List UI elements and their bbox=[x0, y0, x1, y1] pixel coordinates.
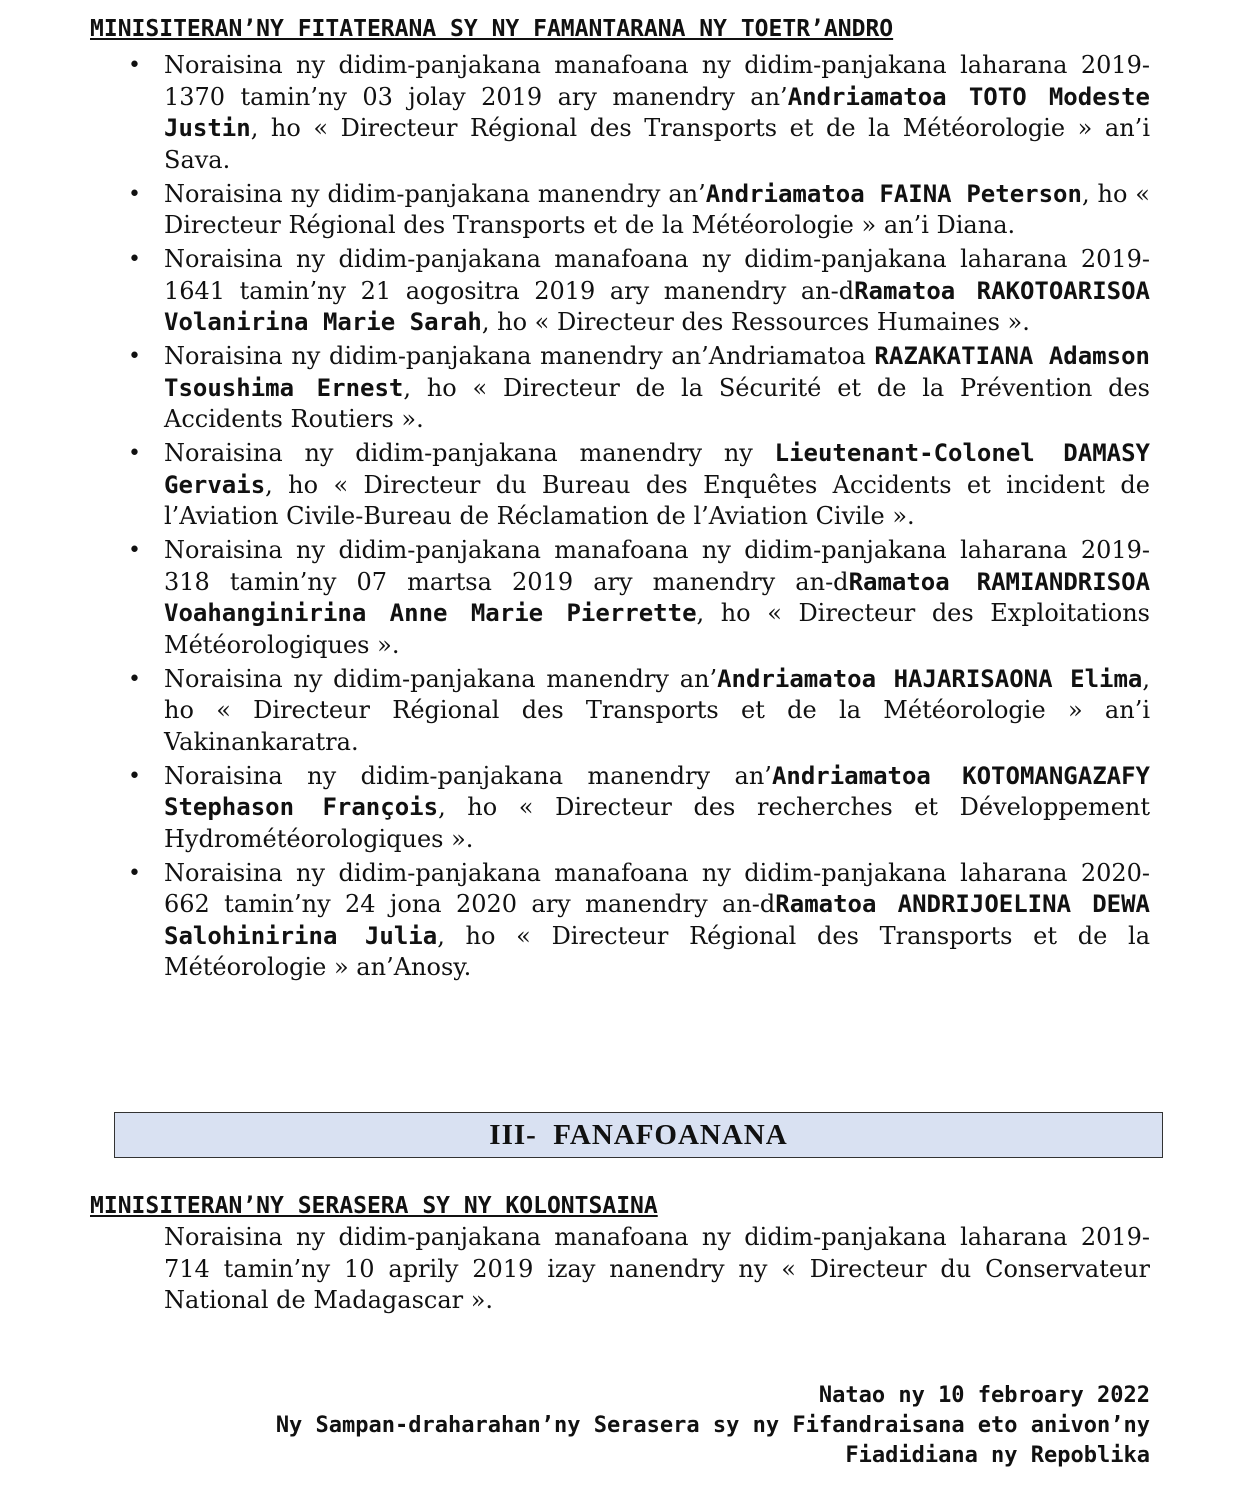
item-name: Andriamatoa TOTO Modeste Justin bbox=[164, 82, 1150, 142]
appointment-list bbox=[120, 50, 1150, 986]
list-item bbox=[120, 50, 1150, 176]
item-name: Ramatoa ANDRIJOELINA DEWA Salohinirina Julia bbox=[164, 890, 1150, 950]
item-role: , ho « Directeur du Bureau des Enquêtes Accidents et incident de l’Aviation Civile-Bureau de Réclamation de l’Aviation Civile ». bbox=[164, 470, 1150, 530]
section-title-box bbox=[114, 1112, 1163, 1158]
item-text: Noraisina ny didim-panjakana manafoana ny didim-panjakana laharana 2019-1641 tamin’ny 21 aogositra 2019 ary manendry an-d bbox=[164, 245, 1150, 305]
signature-line-1: Ny Sampan-draharahan’ny Serasera sy ny Fifandraisana eto anivon’ny bbox=[275, 1413, 1150, 1438]
item-role: , ho « Directeur Régional des Transports et de la Météorologie » an’i Sava. bbox=[164, 114, 1150, 174]
ministry-heading-transport: MINISITERAN’NY FITATERANA SY NY FAMANTARANA NY TOETR’ANDRO bbox=[90, 16, 894, 42]
item-name: Lieutenant-Colonel DAMASY Gervais bbox=[164, 439, 1151, 499]
item-text: Noraisina ny didim-panjakana manendry an’ bbox=[164, 179, 706, 208]
item-text: Noraisina ny didim-panjakana manafoana ny didim-panjakana laharana 2020-662 tamin’ny 24 jona 2020 ary manendry an-d bbox=[164, 858, 1150, 918]
list-item bbox=[120, 858, 1150, 984]
item-text: Noraisina ny didim-panjakana manendry an’ bbox=[164, 664, 718, 693]
list-item bbox=[120, 438, 1150, 533]
list-item bbox=[120, 179, 1150, 242]
bullet-icon: • bbox=[128, 441, 141, 466]
item-text: Noraisina ny didim-panjakana manendry ny bbox=[164, 439, 775, 467]
signature-block bbox=[150, 1381, 1150, 1471]
list-item bbox=[120, 664, 1150, 759]
abrogation-paragraph: Noraisina ny didim-panjakana manafoana ny didim-panjakana laharana 2019-714 tamin’ny 10 aprily 2019 izay nanendry ny « Directeur du Conservateur National de Madagascar ». bbox=[164, 1223, 1150, 1314]
signature-date: Natao ny 10 febroary 2022 bbox=[818, 1383, 1150, 1408]
item-text: Noraisina ny didim-panjakana manendry an’ bbox=[164, 761, 772, 790]
bullet-icon: • bbox=[128, 247, 141, 272]
item-role: , ho « Directeur des recherches et Développement Hydrométéorologiques ». bbox=[164, 793, 1150, 853]
list-item bbox=[120, 341, 1150, 436]
bullet-icon: • bbox=[128, 181, 141, 207]
section-title: III- FANAFOANANA bbox=[489, 1118, 788, 1151]
item-role: , ho « Directeur des Ressources Humaines ». bbox=[481, 308, 1030, 336]
item-name: Andriamatoa FAINA Peterson bbox=[705, 179, 1082, 208]
bullet-icon: • bbox=[128, 53, 141, 78]
bullet-icon: • bbox=[128, 666, 141, 692]
list-item bbox=[120, 761, 1150, 856]
item-text: Noraisina ny didim-panjakana manafoana ny didim-panjakana laharana 2019-1370 tamin’ny 03 jolay 2019 ary manendry an’ bbox=[164, 51, 1150, 111]
item-name: Andriamatoa KOTOMANGAZAFY Stephason François bbox=[164, 761, 1150, 821]
item-text: Noraisina ny didim-panjakana manafoana ny didim-panjakana laharana 2019-318 tamin’ny 07 martsa 2019 ary manendry an-d bbox=[164, 536, 1150, 596]
item-role: , ho « Directeur Régional des Transports et de la Météorologie » an’i Diana. bbox=[164, 179, 1150, 239]
item-name: RAZAKATIANA Adamson Tsoushima Ernest bbox=[164, 342, 1150, 402]
list-item bbox=[120, 244, 1150, 339]
list-item bbox=[120, 535, 1150, 661]
item-role: , ho « Directeur Régional des Transports et de la Météorologie » an’i Vakinankaratra. bbox=[164, 664, 1151, 756]
bullet-icon: • bbox=[128, 538, 141, 563]
bullet-icon: • bbox=[128, 344, 141, 369]
item-role: , ho « Directeur de la Sécurité et de la Prévention des Accidents Routiers ». bbox=[164, 373, 1150, 433]
item-name: Ramatoa RAKOTOARISOA Volanirina Marie Sarah bbox=[164, 276, 1151, 336]
item-text: Noraisina ny didim-panjakana manendry an’Andriamatoa bbox=[164, 342, 875, 370]
signature-line-2: Fiadidiana ny Repoblika bbox=[845, 1443, 1150, 1468]
bullet-icon: • bbox=[128, 763, 141, 789]
item-role: , ho « Directeur des Exploitations Météorologiques ». bbox=[164, 599, 1150, 659]
bullet-icon: • bbox=[128, 860, 141, 886]
item-name: Andriamatoa HAJARISAONA Elima bbox=[717, 664, 1143, 693]
item-role: , ho « Directeur Régional des Transports et de la Météorologie » an’Anosy. bbox=[164, 921, 1151, 981]
ministry-heading-communication: MINISITERAN’NY SERASERA SY NY KOLONTSAINA bbox=[90, 1193, 658, 1219]
item-name: Ramatoa RAMIANDRISOA Voahanginirina Anne Marie Pierrette bbox=[164, 567, 1151, 627]
